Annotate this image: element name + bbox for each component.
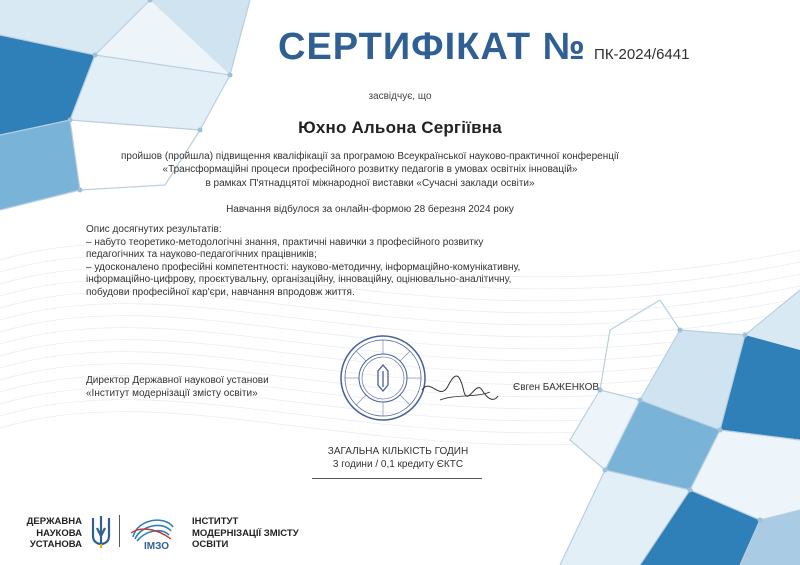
results-block (86, 224, 606, 300)
certificate-title: СЕРТИФІКАТ № (278, 26, 587, 68)
results-line: педагогічних та науково-педагогічних працівників; (86, 249, 317, 261)
director-line-1: Директор Державної наукової установи (86, 375, 269, 386)
logo-left-line-3: УСТАНОВА (29, 539, 82, 550)
hours-block (308, 445, 488, 471)
director-line-2: «Інститут модернізації змісту освіти» (86, 387, 258, 399)
signer-name: Євген БАЖЕНКОВ (513, 382, 600, 393)
program-line-1: пройшов (пройшла) підвищення кваліфікації за програмою Всеукраїнської науково-практичної конференції (121, 151, 619, 162)
program-line-3: в рамках П'ятнадцятої міжнародної виставки «Сучасні заклади освіти» (205, 178, 535, 189)
logo-divider (119, 515, 120, 547)
logo-left-line-1: ДЕРЖАВНА (26, 516, 82, 527)
official-stamp (338, 333, 428, 423)
hours-divider (312, 478, 482, 479)
hours-label: ЗАГАЛЬНА КІЛЬКІСТЬ ГОДИН (327, 446, 469, 457)
bottom-right-polygons (560, 290, 800, 565)
logo-right-line-3: ОСВІТИ (192, 539, 229, 550)
training-date: Навчання відбулося за онлайн-формою 28 березня 2024 року (226, 204, 514, 215)
results-heading: Опис досягнутих результатів: (86, 224, 222, 235)
trident-icon (89, 514, 113, 550)
results-line: – удосконалено професійні компетентності: науково-методичну, інформаційно-комунікативну, (86, 261, 521, 273)
program-line-2: «Трансформаційні процеси професійного розвитку педагогів в умовах освітніх інновацій» (162, 164, 578, 175)
results-line: інформаційно-цифрову, проєктувальну, організаційну, інноваційну, оцінювально-аналітичну, (86, 274, 512, 286)
institute-name-label (192, 516, 299, 551)
signature-scribble (420, 372, 500, 412)
director-title (86, 375, 269, 400)
logo-left-line-2: НАУКОВА (36, 527, 82, 539)
certificate-number: ПК-2024/6441 (594, 46, 690, 63)
state-scientific-institution-label (22, 516, 82, 551)
logo-right-line-1: ІНСТИТУТ (192, 516, 239, 527)
logo-right-line-2: МОДЕРНІЗАЦІЇ ЗМІСТУ (192, 527, 299, 539)
certifies-text: засвідчує, що (368, 91, 432, 102)
recipient-name: Юхно Альона Сергіївна (298, 118, 502, 137)
hours-value: 3 години / 0,1 кредиту ЄКТС (332, 459, 464, 470)
results-line: – набуто теоретико-методологічні знання, практичні навички з професійного розвитку (86, 236, 484, 248)
title-row (278, 26, 689, 69)
imzo-label: ІМЗО (144, 541, 170, 552)
results-line: побудови професійної кар'єри, навчання впродовж життя. (86, 286, 355, 298)
